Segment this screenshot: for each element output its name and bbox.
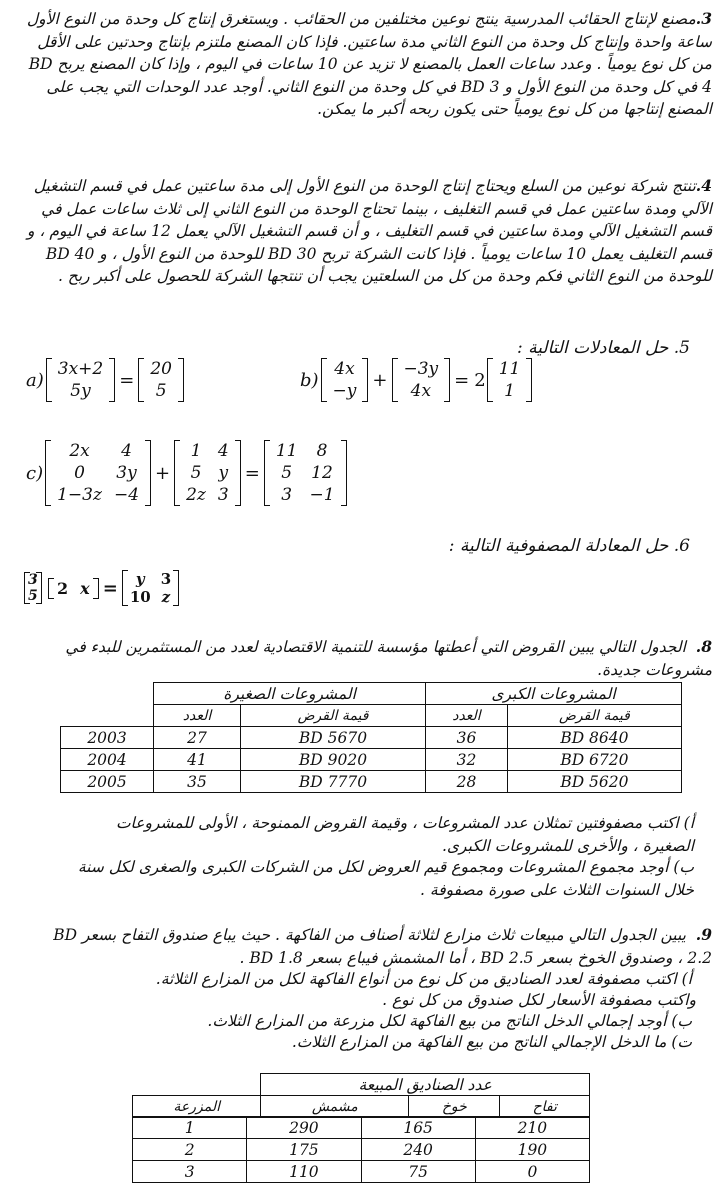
- matrix-cell: 4x: [410, 381, 432, 401]
- equation-c-label: c): [26, 462, 44, 484]
- header-small-projects: المشروعات الصغيرة: [154, 683, 426, 705]
- matrix-a-lhs: [46, 358, 115, 402]
- table-cell: 27: [154, 727, 241, 749]
- matrix-cell: y: [218, 463, 229, 483]
- matrix-cell: 5y: [70, 381, 91, 401]
- matrix-cell: 3x+2: [57, 359, 104, 379]
- year-header-cell: [61, 683, 154, 727]
- col-large-count: العدد: [426, 705, 508, 727]
- matrix-c-first: [45, 440, 151, 506]
- matrix-cell: 3: [160, 570, 172, 588]
- matrix-cell: x: [80, 578, 90, 598]
- question-9-number: 9.: [695, 925, 712, 944]
- table-row: [61, 771, 682, 793]
- matrix-cell: 11: [275, 441, 298, 461]
- table-cell: 35: [154, 771, 241, 793]
- equals-sign: =: [244, 462, 260, 484]
- table-cell: 110: [247, 1161, 361, 1183]
- table-cell: BD 6720: [507, 749, 681, 771]
- matrix-cell: 4: [121, 441, 132, 461]
- matrix-cell: 1: [190, 441, 202, 461]
- question-8-number: 8.: [695, 637, 712, 656]
- table-cell: 36: [426, 727, 508, 749]
- header-boxes-sold: عدد الصناديق المبيعة: [261, 1074, 590, 1096]
- loans-table: [60, 682, 682, 793]
- question-9-part-b: ب) أوجد إجمالي الدخل الناتج من بيع الفاكهة لكل مزرعة من المزارع الثلاث.: [207, 1012, 692, 1030]
- matrix-q6-row: [48, 578, 99, 599]
- equals-sign: =: [454, 369, 470, 391]
- col-peach: خوخ: [409, 1096, 500, 1118]
- question-4-number: 4.: [695, 176, 712, 195]
- question-8-part-a: أ) اكتب مصفوفتين تمثلان عدد المشروعات ، وقيمة القروض الممنوحة ، الأولى للمشروعات الصغيرة ، والأخرى للمشروعات الكبرى.: [115, 814, 694, 855]
- table-row: [61, 749, 682, 771]
- table-cell: 210: [475, 1117, 589, 1139]
- col-apricot: مشمش: [261, 1096, 409, 1118]
- equals-sign: =: [102, 577, 118, 599]
- matrix-cell: z: [161, 588, 171, 606]
- matrix-q6-rhs: [122, 570, 179, 606]
- question-9: [40, 924, 712, 969]
- equation-b-label: b): [300, 369, 319, 391]
- matrix-cell: 3: [281, 485, 293, 505]
- table-row: [133, 1139, 590, 1161]
- table-cell: 32: [426, 749, 508, 771]
- matrix-cell: 2x: [69, 441, 90, 461]
- table-cell: 2: [133, 1139, 247, 1161]
- equation-a: [26, 358, 184, 402]
- matrix-b-rhs: [487, 358, 533, 402]
- table-cell: 2005: [61, 771, 154, 793]
- header-large-projects: المشروعات الكبرى: [426, 683, 682, 705]
- question-3-number: 3.: [695, 9, 712, 28]
- table-cell: BD 9020: [240, 749, 425, 771]
- question-9-part-a2: واكتب مصفوفة الأسعار لكل صندوق من كل نوع .: [382, 991, 696, 1009]
- table-cell: 165: [361, 1117, 475, 1139]
- col-large-loan: قيمة القرض: [507, 705, 681, 727]
- question-4: [22, 175, 712, 288]
- matrix-cell: −1: [309, 485, 335, 505]
- matrix-q6-column: [24, 572, 42, 604]
- matrix-cell: 5: [190, 463, 202, 483]
- col-apple: تفاح: [500, 1096, 590, 1118]
- equals-sign: =: [119, 369, 135, 391]
- col-farm: المزرعة: [133, 1096, 261, 1118]
- table-cell: 3: [133, 1161, 247, 1183]
- table-cell: 190: [475, 1139, 589, 1161]
- table-cell: 290: [247, 1117, 361, 1139]
- matrix-b-first: [321, 358, 369, 402]
- table-cell: 0: [475, 1161, 589, 1183]
- matrix-cell: y: [135, 570, 145, 588]
- table-row: [61, 727, 682, 749]
- table-cell: 240: [361, 1139, 475, 1161]
- matrix-cell: 12: [311, 463, 333, 483]
- matrix-cell: 3: [28, 572, 38, 588]
- question-4-text: تنتج شركة نوعين من السلع ويحتاج إنتاج الوحدة من النوع الأول إلى مدة ساعتين عمل في قسم التشغيل الآلي ومدة ساعتين عمل في قسم التغليف ، بينما تحتاج الوحدة من النوع الثاني إلى ثلاث ساعات عمل في قسم التشغيل الآلي ومدة ساعتين في قسم التغليف ، و أن قسم التشغيل الآلي يعمل 12 ساعة في اليوم ، و قسم التغليف يعمل 10 ساعات يومياً . فإذا كانت الشركة تربح BD 30 للوحدة من النوع الأول ، و BD 40 للوحدة من النوع الثاني فكم وحدة من كل من السلعتين يجب أن تنتجها الشركة للحصول على أكبر ربح .: [27, 177, 712, 285]
- table-cell: 2004: [61, 749, 154, 771]
- matrix-c-rhs: [264, 440, 347, 506]
- matrix-cell: 10: [129, 588, 151, 606]
- table-cell: BD 5620: [507, 771, 681, 793]
- matrix-cell: 1: [504, 381, 515, 401]
- equation-c: [26, 440, 347, 506]
- matrix-cell: 3: [217, 485, 229, 505]
- matrix-cell: 8: [316, 441, 328, 461]
- matrix-cell: −y: [332, 381, 357, 401]
- table-cell: BD 7770: [240, 771, 425, 793]
- matrix-cell: 1−3z: [57, 485, 102, 505]
- matrix-cell: 2: [57, 578, 69, 598]
- col-small-count: العدد: [154, 705, 241, 727]
- question-3: [22, 8, 712, 121]
- matrix-cell: 5: [281, 463, 293, 483]
- question-3-text: مصنع لإنتاج الحقائب المدرسية ينتج نوعين مختلفين من الحقائب . ويستغرق إنتاج كل وحدة من النوع الأول ساعة واحدة وإنتاج كل وحدة من النوع الثاني مدة ساعتين. فإذا كان المصنع ملتزم بإنتاج وحدتين على الأقل من كل نوع يومياً . وعدد ساعات العمل بالمصنع لا تزيد عن 10 ساعات في اليوم ، وإذا كان المصنع يربح BD 4 في كل وحدة من النوع الأول و BD 3 في كل وحدة من النوع الثاني. أوجد عدد الوحدات التي يجب على المصنع إنتاجها من كل نوع يومياً حتى يكون ربحه أكبر ما يمكن.: [26, 10, 712, 118]
- table-cell: 28: [426, 771, 508, 793]
- question-9-text: يبين الجدول التالي مبيعات ثلاث مزارع لثلاثة أصناف من الفاكهة . حيث يباع صندوق التفاح بسعر BD 2.2 ، وصندوق الخوخ بسعر BD 2.5 ، أما المشمش فيباع بسعر BD 1.8 .: [53, 926, 712, 967]
- plus-sign: +: [372, 369, 388, 391]
- table-cell: 75: [361, 1161, 475, 1183]
- matrix-cell: −3y: [403, 359, 439, 379]
- fruit-sales-table-body: [132, 1116, 590, 1183]
- matrix-cell: 5: [28, 588, 38, 604]
- table-cell: 2003: [61, 727, 154, 749]
- matrix-cell: 4: [217, 441, 229, 461]
- question-5-heading: 5. حل المعادلات التالية :: [517, 338, 690, 358]
- matrix-cell: 4x: [334, 359, 355, 379]
- question-8-part-b: ب) أوجد مجموع المشروعات ومجموع قيم العروض لكل من الشركات الكبرى والصغرى لكل سنة خلال السنوات الثلاث على صورة مصفوفة .: [77, 858, 694, 899]
- table-row: [133, 1161, 590, 1183]
- matrix-cell: 2z: [186, 485, 206, 505]
- col-small-loan: قيمة القرض: [240, 705, 425, 727]
- table-cell: 1: [133, 1117, 247, 1139]
- matrix-cell: 20: [150, 359, 172, 379]
- question-9-part-c: ت) ما الدخل الإجمالي الناتج من بيع الفاكهة من المزارع الثلاث.: [291, 1033, 692, 1051]
- plus-sign: +: [155, 462, 171, 484]
- equation-a-label: a): [26, 369, 44, 391]
- question-9-part-a1: أ) اكتب مصفوفة لعدد الصناديق من كل نوع من أنواع الفاكهة لكل من المزارع الثلاثة.: [155, 970, 692, 988]
- scalar: 2: [474, 369, 486, 391]
- table-cell: BD 5670: [240, 727, 425, 749]
- matrix-cell: 5: [155, 381, 167, 401]
- matrix-cell: −4: [113, 485, 140, 505]
- table-cell: 41: [154, 749, 241, 771]
- matrix-cell: 3y: [116, 463, 137, 483]
- fruit-sales-table: [132, 1073, 590, 1118]
- matrix-c-second: [174, 440, 241, 506]
- farm-header-spacer: [133, 1074, 261, 1096]
- equation-q6: [24, 570, 179, 606]
- matrix-a-rhs: [138, 358, 184, 402]
- equation-b: [300, 358, 532, 402]
- question-8-text: الجدول التالي يبين القروض التي أعطتها مؤسسة للتنمية الاقتصادية لعدد من المستثمرين للبدء في مشروعات جديدة.: [65, 638, 712, 679]
- matrix-cell: 0: [74, 463, 85, 483]
- question-8: [40, 636, 712, 681]
- matrix-cell: 11: [498, 359, 521, 379]
- question-6-heading: 6. حل المعادلة المصفوفية التالية :: [448, 536, 690, 556]
- table-cell: BD 8640: [507, 727, 681, 749]
- table-row: [133, 1117, 590, 1139]
- table-cell: 175: [247, 1139, 361, 1161]
- matrix-b-second: [392, 358, 451, 402]
